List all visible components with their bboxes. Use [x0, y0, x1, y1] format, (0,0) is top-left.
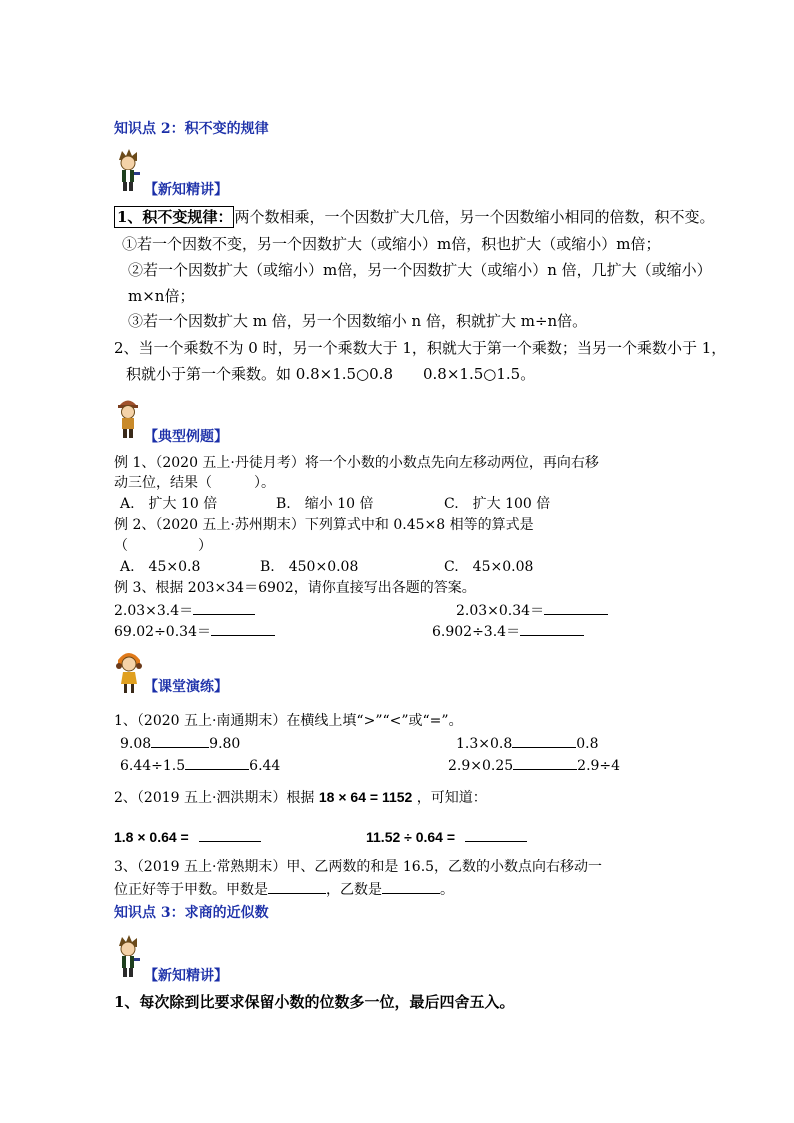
p2-q2-blank[interactable] — [465, 829, 527, 842]
ex2-line2: （ ） — [114, 538, 212, 554]
rule1-text: 两个数相乘，一个因数扩大几倍，另一个因数缩小相同的倍数，积不变。 — [234, 208, 715, 226]
p1-c-right: 6.44 — [249, 758, 281, 774]
p2-prefix: 2、（2019 五上·泗洪期末）根据 — [114, 790, 315, 806]
cartoon-boy-icon-2 — [114, 934, 142, 980]
p2-suffix: ，可知道： — [416, 790, 487, 806]
rule2-line1: 2、当一个乘数不为 0 时，另一个乘数大于 1，积就大于第一个乘数；当另一个乘数小于 1， — [114, 339, 727, 357]
ex1-line2: 动三位，结果（ ）。 — [114, 475, 275, 491]
p1-d-right: 2.9÷4 — [577, 758, 621, 774]
section-header-practice: 【课堂演练】 — [144, 679, 228, 695]
p3-blank-jia[interactable] — [268, 881, 326, 894]
p3-text-b: ，乙数是 — [326, 882, 382, 898]
p2-q1-blank[interactable] — [199, 829, 261, 842]
ex3-q1-text: 2.03×3.4＝ — [114, 603, 194, 619]
ex3-q3 — [114, 623, 275, 639]
p3-text-a: 位正好等于甲数。甲数是 — [114, 882, 268, 898]
ex3-q2-blank[interactable] — [544, 602, 608, 615]
ex1-option-c: C. 扩大 100 倍 — [444, 496, 551, 512]
rule1-label: 1、积不变规律： — [114, 206, 234, 228]
cartoon-boy-icon — [114, 148, 142, 194]
ex3-q3-text: 69.02÷0.34＝ — [114, 624, 211, 640]
ex3-q1 — [114, 602, 255, 618]
p2-formula: 18 × 64 = 1152 — [318, 789, 413, 805]
p3-line2 — [114, 881, 454, 897]
p1-a — [120, 735, 240, 751]
ex3-q1-blank[interactable] — [193, 602, 255, 615]
p2-q2-text: 11.52 ÷ 0.64 = — [366, 829, 456, 845]
rule1-item2b: m×n倍； — [128, 287, 195, 305]
p1-c — [120, 757, 280, 773]
p1-d — [448, 757, 620, 773]
kp2-title: 知识点 2：积不变的规律 — [114, 121, 269, 137]
cartoon-girl-icon — [114, 646, 144, 696]
p2-line1 — [114, 790, 487, 805]
p1-b-left: 1.3×0.8 — [456, 736, 513, 752]
cartoon-kid-icon — [114, 395, 142, 441]
ex1-option-a: A. 扩大 10 倍 — [120, 496, 218, 512]
section-header-examples: 【典型例题】 — [144, 429, 228, 445]
ex3-q2-text: 2.03×0.34＝ — [456, 603, 545, 619]
p1-c-left: 6.44÷1.5 — [120, 758, 186, 774]
ex3-q3-blank[interactable] — [211, 623, 275, 636]
p1-d-left: 2.9×0.25 — [448, 758, 514, 774]
ex3-q2 — [456, 602, 608, 618]
ex2-line1: 例 2、（2020 五上·苏州期末）下列算式中和 0.45×8 相等的算式是 — [114, 517, 534, 533]
p1-line1: 1、（2020 五上·南通期末）在横线上填“>”“<”或“=”。 — [114, 713, 463, 729]
p2-q1-text: 1.8 × 0.64 = — [114, 829, 189, 845]
ex1-line1: 例 1、（2020 五上·丹徒月考）将一个小数的小数点先向左移动两位，再向右移 — [114, 455, 599, 471]
p1-a-blank[interactable] — [151, 735, 209, 748]
section-header-new-knowledge: 【新知精讲】 — [144, 182, 228, 198]
p1-a-left: 9.08 — [120, 736, 152, 752]
p1-c-blank[interactable] — [185, 757, 249, 770]
rule1-item1: ①若一个因数不变，另一个因数扩大（或缩小）m倍，积也扩大（或缩小）m倍； — [122, 235, 661, 253]
ex2-option-c: C. 45×0.08 — [444, 559, 534, 575]
ex3-q4-blank[interactable] — [520, 623, 584, 636]
p3-text-c: 。 — [440, 882, 454, 898]
p2-q1 — [114, 829, 261, 845]
rule1-item3: ③若一个因数扩大 m 倍，另一个因数缩小 n 倍，积就扩大 m÷n倍。 — [128, 312, 588, 330]
rule2-line2: 积就小于第一个乘数。如 0.8×1.5○0.8 0.8×1.5○1.5。 — [126, 365, 536, 383]
p3-blank-yi[interactable] — [382, 881, 440, 894]
p1-b-blank[interactable] — [512, 735, 576, 748]
rule1-item2a: ②若一个因数扩大（或缩小）m倍，另一个因数扩大（或缩小）n 倍，几扩大（或缩小） — [128, 261, 712, 279]
p3-line1: 3、（2019 五上·常熟期末）甲、乙两数的和是 16.5，乙数的小数点向右移动一 — [114, 859, 603, 875]
p1-b — [456, 735, 599, 751]
p1-b-right: 0.8 — [576, 736, 599, 752]
ex2-option-a: A. 45×0.8 — [120, 559, 201, 575]
ex1-option-b: B. 缩小 10 倍 — [276, 496, 374, 512]
ex3-q4-text: 6.902÷3.4＝ — [432, 624, 521, 640]
p2-q2 — [366, 829, 527, 845]
p1-a-right: 9.80 — [209, 736, 241, 752]
rule1-line — [114, 210, 714, 225]
ex2-option-b: B. 450×0.08 — [260, 559, 359, 575]
kp3-title: 知识点 3：求商的近似数 — [114, 905, 269, 921]
ex3-q4 — [432, 623, 584, 639]
rule3-text: 1、每次除到比要求保留小数的位数多一位，最后四舍五入。 — [114, 993, 515, 1011]
section-header-new-knowledge-2: 【新知精讲】 — [144, 968, 228, 984]
p1-d-blank[interactable] — [513, 757, 577, 770]
ex3-line1: 例 3、根据 203×34＝6902，请你直接写出各题的答案。 — [114, 580, 476, 596]
